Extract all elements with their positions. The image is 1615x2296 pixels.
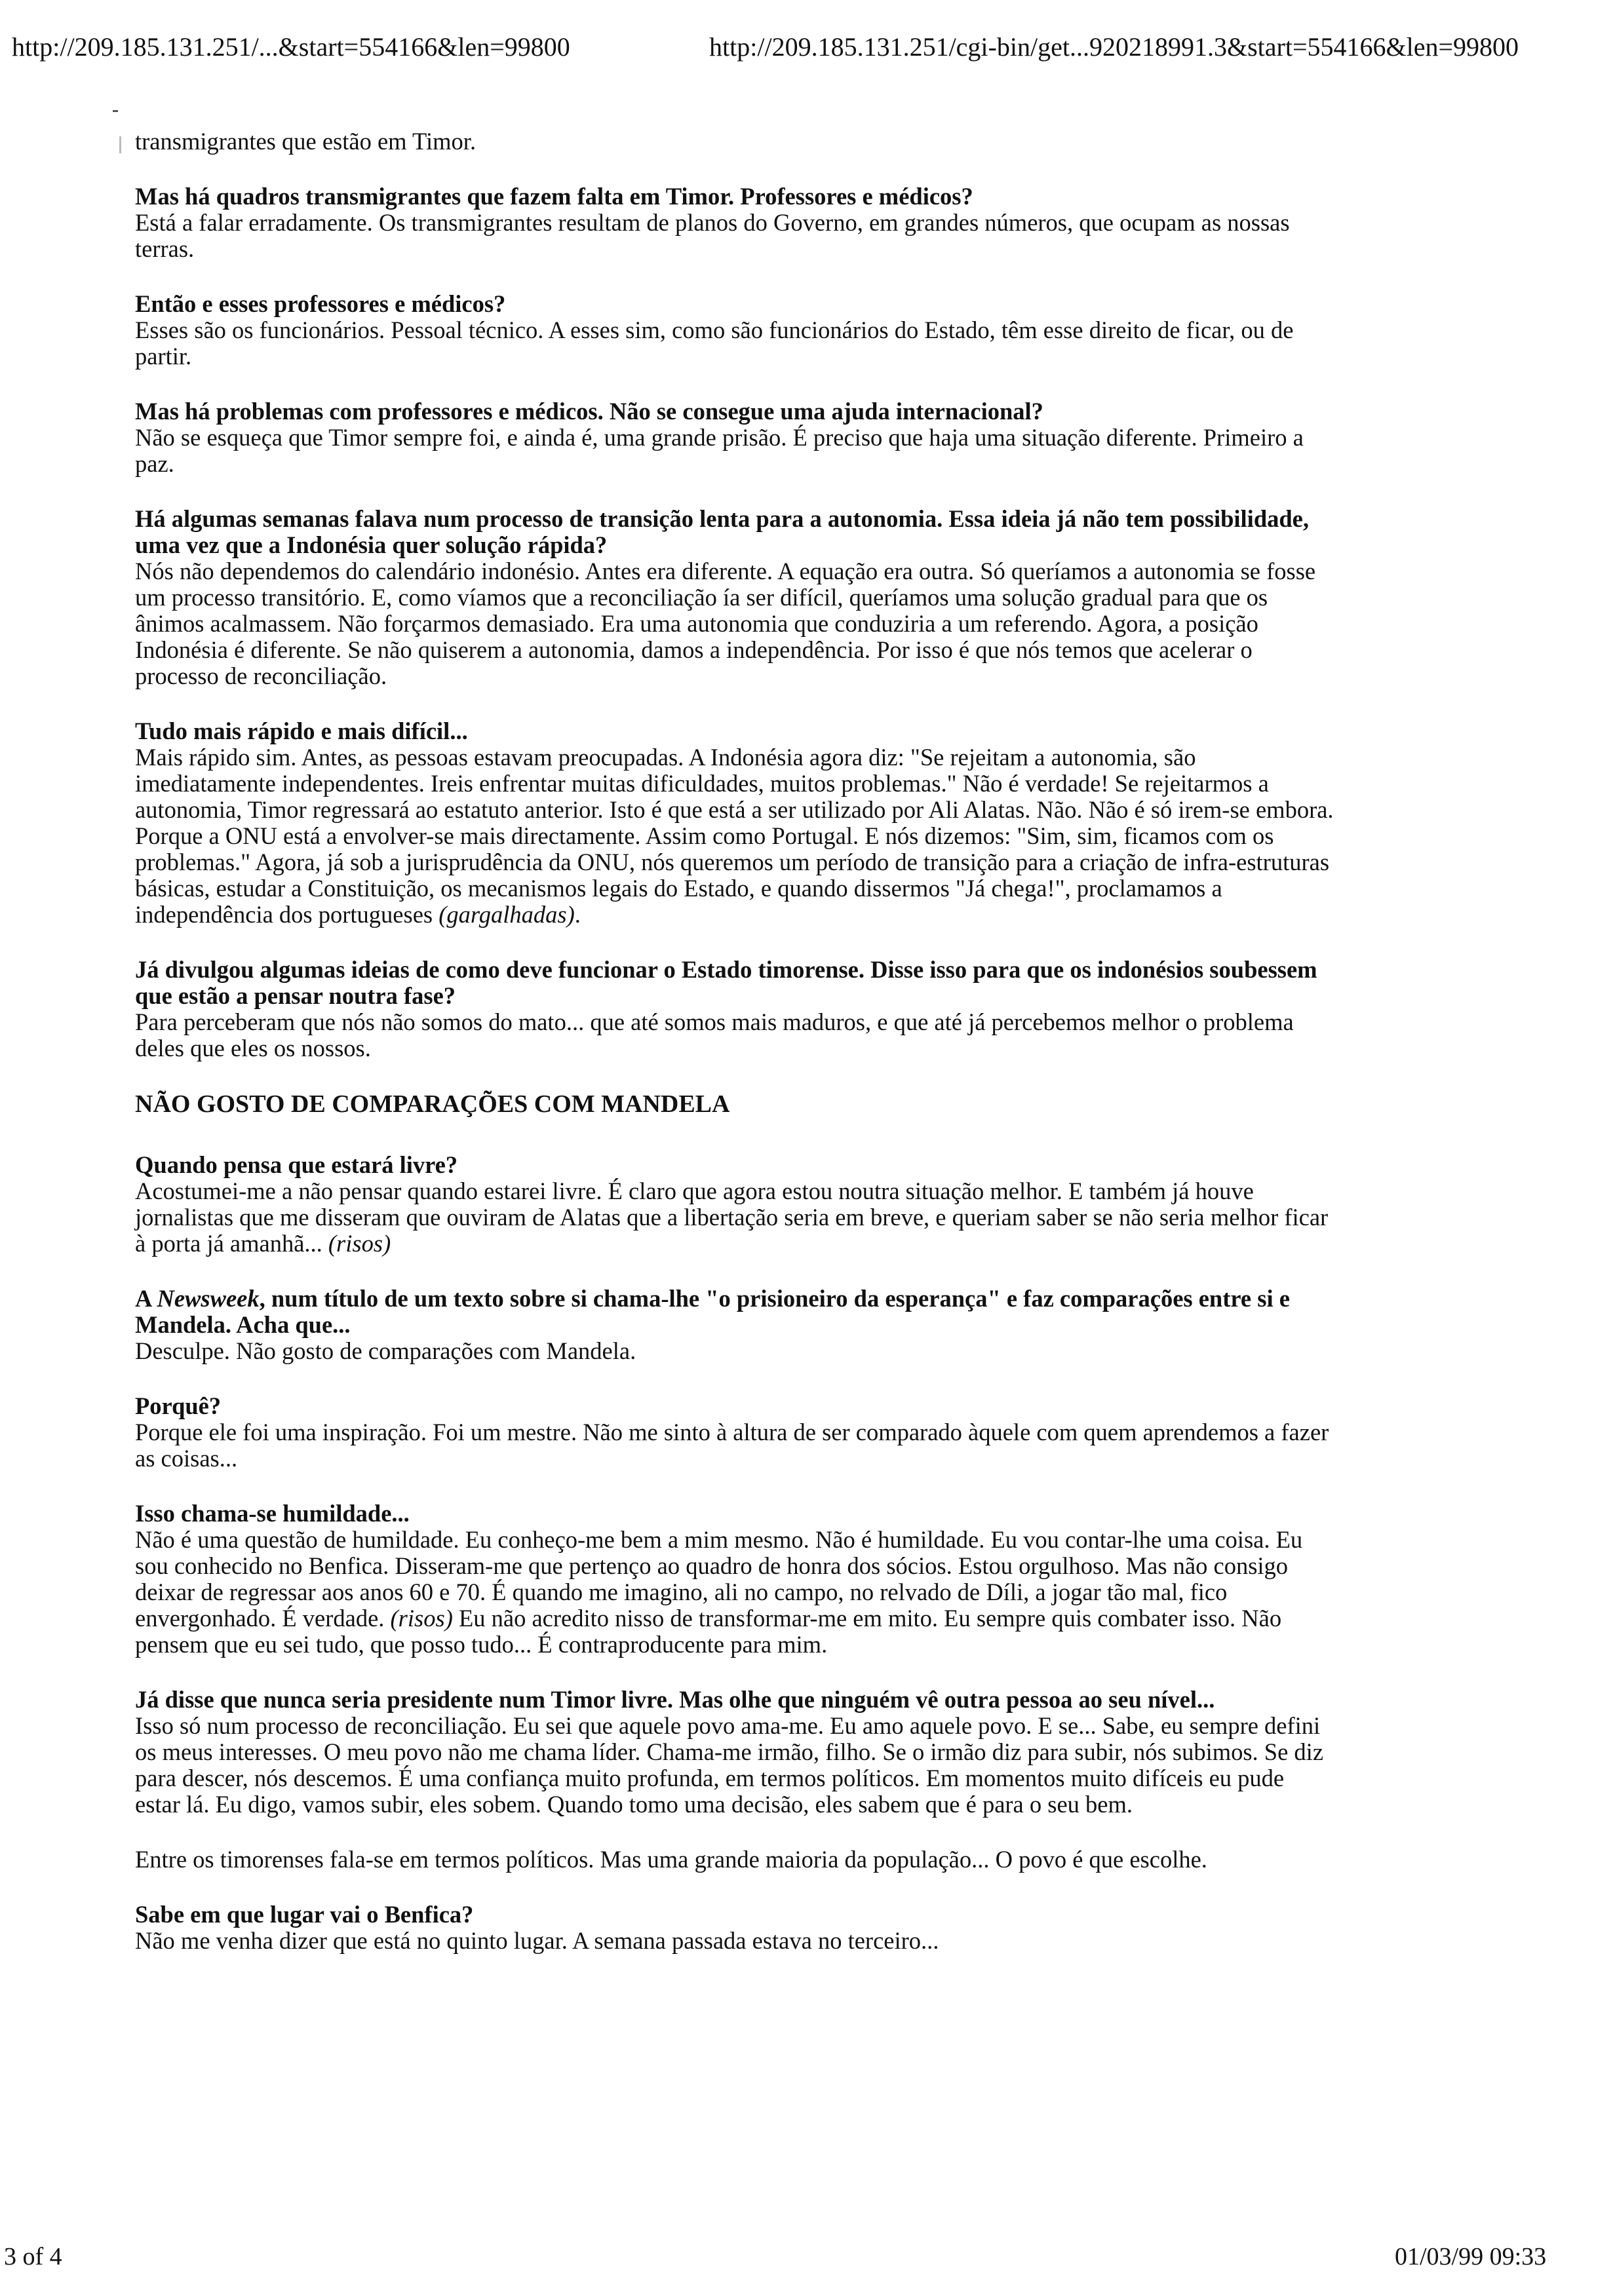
question: Já divulgou algumas ideias de como deve funcionar o Estado timorense. Disse isso para que os indonésios soubessem que estão a pensar noutra fase? — [135, 956, 1317, 1009]
answer-text: . — [574, 901, 581, 928]
answer-aside: (gargalhadas) — [438, 901, 575, 928]
question-text: A — [135, 1285, 157, 1312]
scan-mark — [113, 110, 118, 112]
answer: Isso só num processo de reconciliação. Eu sei que aquele povo ama-me. Eu amo aquele povo. E se... Sabe, eu sempre defini os meus interesses. O meu povo não me chama líder. Chama-me irmão, filho. Se o irmão diz para subir, nós subimos. Se diz para descer, nós descemos. É uma confiança muito profunda, em termos políticos. Em momentos muito difíceis eu pude estar lá. Eu digo, vamos subir, eles sobem. Quando tomo uma decisão, eles sabem que é para o seu bem. — [135, 1712, 1324, 1818]
page-number: 3 of 4 — [4, 2243, 62, 2270]
answer: Entre os timorenses fala-se em termos políticos. Mas uma grande maioria da população... O povo é que escolhe. — [135, 1846, 1207, 1873]
answer — [135, 1527, 1334, 1658]
question: Isso chama-se humildade... — [135, 1500, 410, 1527]
answer-text: Não é uma questão de humildade. Eu conheço-me bem a mim mesmo. Não é humildade. Eu vou contar-lhe uma coisa. Eu sou conhecido no Benfica. Disseram-me que pertenço ao quadro de honra dos sócios. Estou orgulhoso. Mas não consigo deixar de regressar aos anos 60 e 70. É quando me imagino, ali no campo, no relvado de Díli, a jogar tão mal, fico envergonhado. É verdade. — [135, 1526, 1303, 1632]
publication-name: Newsweek — [157, 1285, 260, 1312]
answer: Não se esqueça que Timor sempre foi, e ainda é, uma grande prisão. É preciso que haja uma situação diferente. Primeiro a paz. — [135, 424, 1304, 477]
print-timestamp: 01/03/99 09:33 — [1395, 2243, 1547, 2270]
header-right-url: http://209.185.131.251/cgi-bin/get...920218991.3&start=554166&len=99800 — [709, 32, 1519, 62]
question: Sabe em que lugar vai o Benfica? — [135, 1901, 474, 1928]
answer: Para perceberam que nós não somos do mato... que até somos mais maduros, e que até já percebemos melhor o problema deles que eles os nossos. — [135, 1008, 1294, 1062]
header-left-url: http://209.185.131.251/...&start=554166&len=99800 — [12, 32, 570, 62]
article-body — [135, 128, 1334, 1983]
question: Quando pensa que estará livre? — [135, 1151, 458, 1178]
intro-text: transmigrantes que estão em Timor. — [135, 128, 477, 155]
question: Há algumas semanas falava num processo de transição lenta para a autonomia. Essa ideia já não tem possibilidade, uma vez que a Indonésia quer solução rápida? — [135, 505, 1309, 558]
answer — [135, 1178, 1334, 1257]
answer: Esses são os funcionários. Pessoal técnico. A esses sim, como são funcionários do Estado, têm esse direito de ficar, ou de partir. — [135, 316, 1294, 370]
answer: Nós não dependemos do calendário indonésio. Antes era diferente. A equação era outra. Só queríamos a autonomia se fosse um processo transitório. E, como víamos que a reconciliação ía ser difícil, queríamos uma solução gradual para que os ânimos acalmassem. Não forçarmos demasiado. Era uma autonomia que conduziria a um referendo. Agora, a posição Indonésia é diferente. Se não quiserem a autonomia, damos a independência. Por isso é que nós temos que acelerar o processo de reconciliação. — [135, 558, 1316, 689]
question: Tudo mais rápido e mais difícil... — [135, 718, 468, 744]
answer-text: Mais rápido sim. Antes, as pessoas estavam preocupadas. A Indonésia agora diz: "Se rejeitam a autonomia, são imediatamente independentes. Ireis enfrentar muitas dificuldades, muitos problemas." Não é verdade! Se rejeitarmos a autonomia, Timor regressará ao estatuto anterior. Isto é que está a ser utilizado por Ali Alatas. Não. Não é só irem-se embora. Porque a ONU está a envolver-se mais directamente. Assim como Portugal. E nós dizemos: "Sim, sim, ficamos com os problemas." Agora, já sob a jurisprudência da ONU, nós queremos um período de transição para a criação de infra-estruturas básicas, estudar a Constituição, os mecanismos legais do Estado, e quando dissermos "Já chega!", proclamamos a independência dos portugueses — [135, 744, 1334, 928]
answer-aside: (risos) — [390, 1605, 453, 1632]
question: Já disse que nunca seria presidente num Timor livre. Mas olhe que ninguém vê outra pessoa ao seu nível... — [135, 1686, 1215, 1713]
question — [135, 1286, 1334, 1338]
answer-aside: (risos) — [328, 1230, 391, 1257]
question: Então e esses professores e médicos? — [135, 290, 506, 317]
section-title: NÃO GOSTO DE COMPARAÇÕES COM MANDELA — [135, 1090, 730, 1118]
answer — [135, 744, 1334, 928]
answer: Desculpe. Não gosto de comparações com Mandela. — [135, 1337, 636, 1364]
answer: Está a falar erradamente. Os transmigrantes resultam de planos do Governo, em grandes números, que ocupam as nossas terras. — [135, 209, 1290, 262]
answer-text: Eu não acredito nisso de transformar-me em mito. Eu sempre quis combater isso. Não pensem que eu sei tudo, que posso tudo... É contraproducente para mim. — [135, 1605, 1282, 1658]
question-text: , num título de um texto sobre si chama-lhe "o prisioneiro da esperança" e faz comparações entre si e Mandela. Acha que... — [135, 1285, 1290, 1338]
question: Porquê? — [135, 1392, 222, 1419]
answer: Não me venha dizer que está no quinto lugar. A semana passada estava no terceiro... — [135, 1927, 939, 1954]
answer-text: Acostumei-me a não pensar quando estarei livre. É claro que agora estou noutra situação melhor. E também já houve jornalistas que me disseram que ouviram de Alatas que a libertação seria em breve, e queriam saber se não seria melhor ficar à porta já amanhã... — [135, 1177, 1329, 1257]
question: Mas há quadros transmigrantes que fazem falta em Timor. Professores e médicos? — [135, 183, 973, 210]
question: Mas há problemas com professores e médicos. Não se consegue uma ajuda internacional? — [135, 398, 1043, 425]
scan-mark — [119, 136, 121, 153]
answer: Porque ele foi uma inspiração. Foi um mestre. Não me sinto à altura de ser comparado àquele com quem aprendemos a fazer as coisas... — [135, 1419, 1329, 1472]
